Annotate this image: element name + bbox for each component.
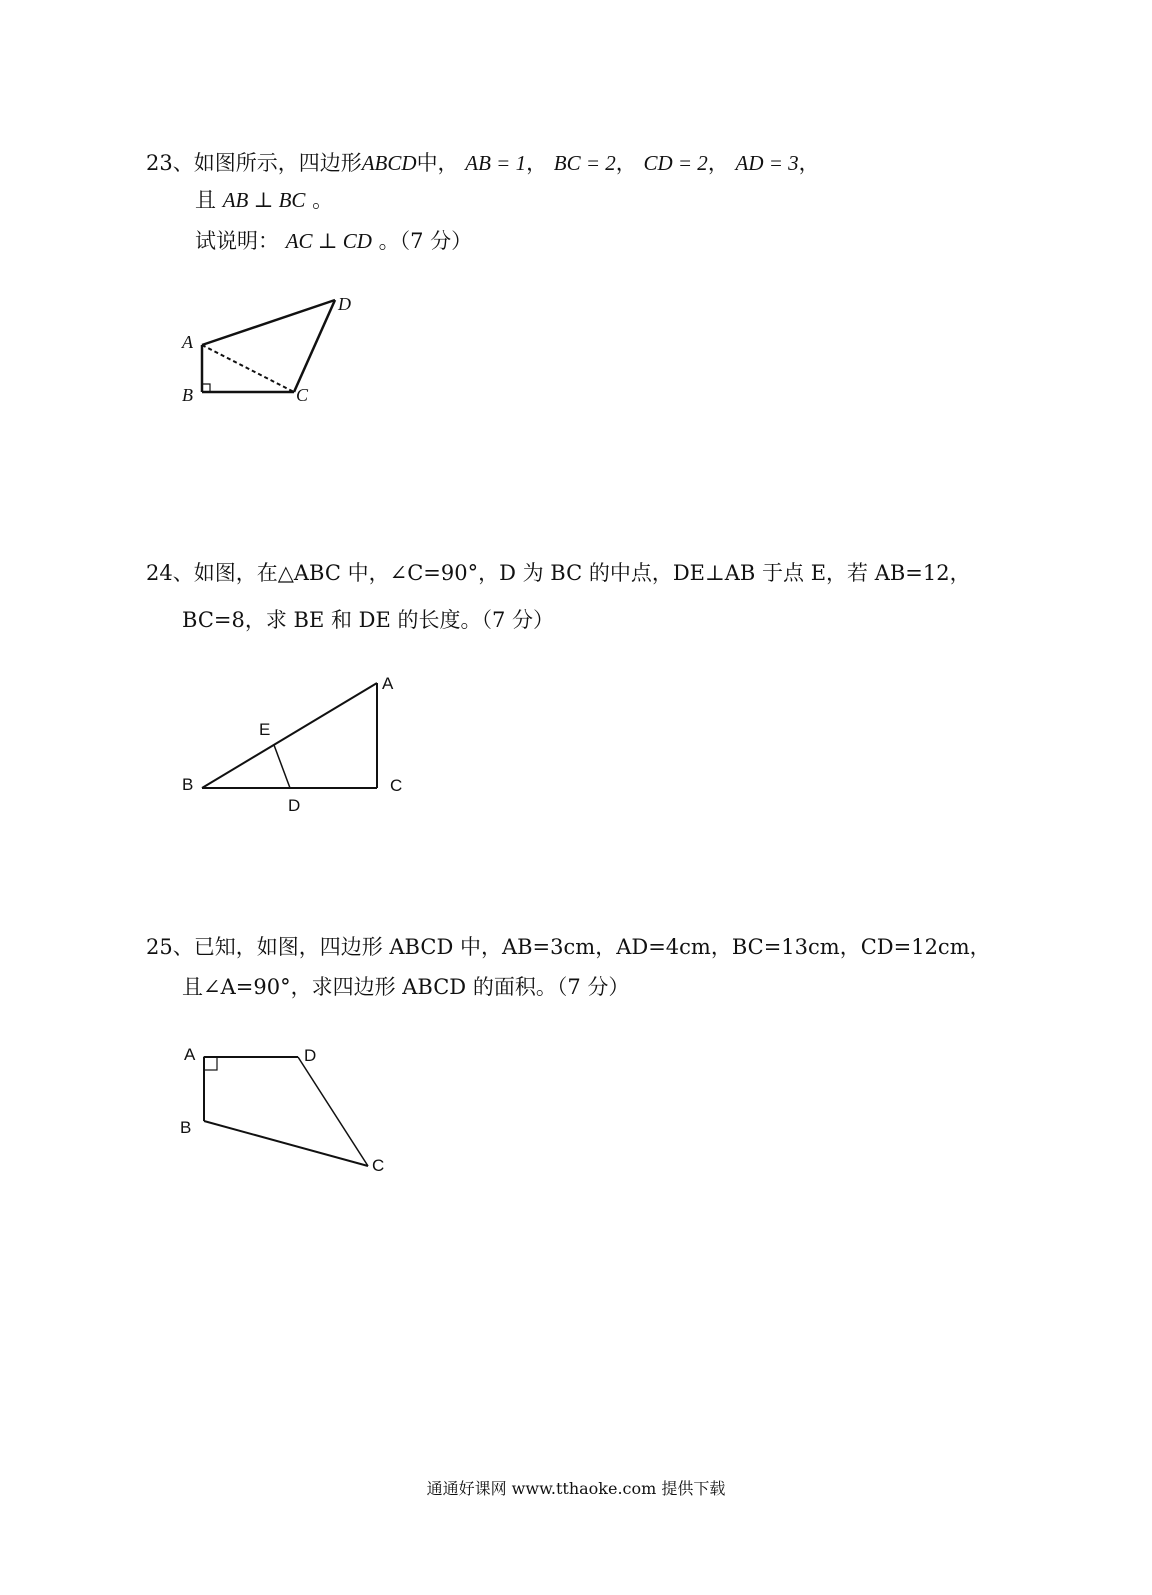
q23-diagonal-ac [202,345,294,392]
q24-label-d: D [288,796,301,815]
q23-label-b: B [182,385,193,405]
q23-label-d: D [338,294,351,314]
q24-label-b: B [182,775,194,794]
q23-figure [170,285,370,410]
q23-number: 23、 [146,151,194,175]
q23-line1: 23、如图所示，四边形ABCD中， AB = 1， BC = 2， CD = 2， AD = 3， [146,151,820,175]
q24-figure [170,665,420,825]
q25-line1: 25、已知，如图，四边形 ABCD 中，AB=3cm，AD=4cm，BC=13cm，CD=12cm， [146,935,991,959]
q24-label-c: C [390,776,403,795]
q23-label-a: A [182,332,193,352]
q25-right-angle-mark [204,1057,217,1070]
q25-label-a: A [184,1045,196,1064]
q23-edge-ad [202,300,335,345]
q24-label-e: E [259,720,271,739]
q25-line2: 且∠A=90°，求四边形 ABCD 的面积。（7 分） [182,975,630,999]
q25-label-b: B [180,1118,192,1137]
q24-segment-de [274,745,290,788]
q24-line1: 24、如图，在△ABC 中，∠C=90°，D 为 BC 的中点，DE⊥AB 于点 E，若 AB=12， [146,561,971,585]
q23-line3: 试说明： AC ⊥ CD 。（7 分） [195,229,473,253]
q24-label-a: A [382,674,394,693]
q25-label-d: D [304,1046,317,1065]
q25-label-c: C [372,1156,385,1175]
q23-label-c: C [296,385,309,405]
q24-line2: BC=8，求 BE 和 DE 的长度。（7 分） [182,608,555,632]
q25-figure [170,1035,410,1185]
footer-text: 通通好课网 www.tthaoke.com 提供下载 [426,1479,726,1498]
q23-line2: 且 AB ⊥ BC 。 [195,188,334,212]
q24-edge-ab [202,683,377,788]
q23-edge-dc [294,300,335,392]
